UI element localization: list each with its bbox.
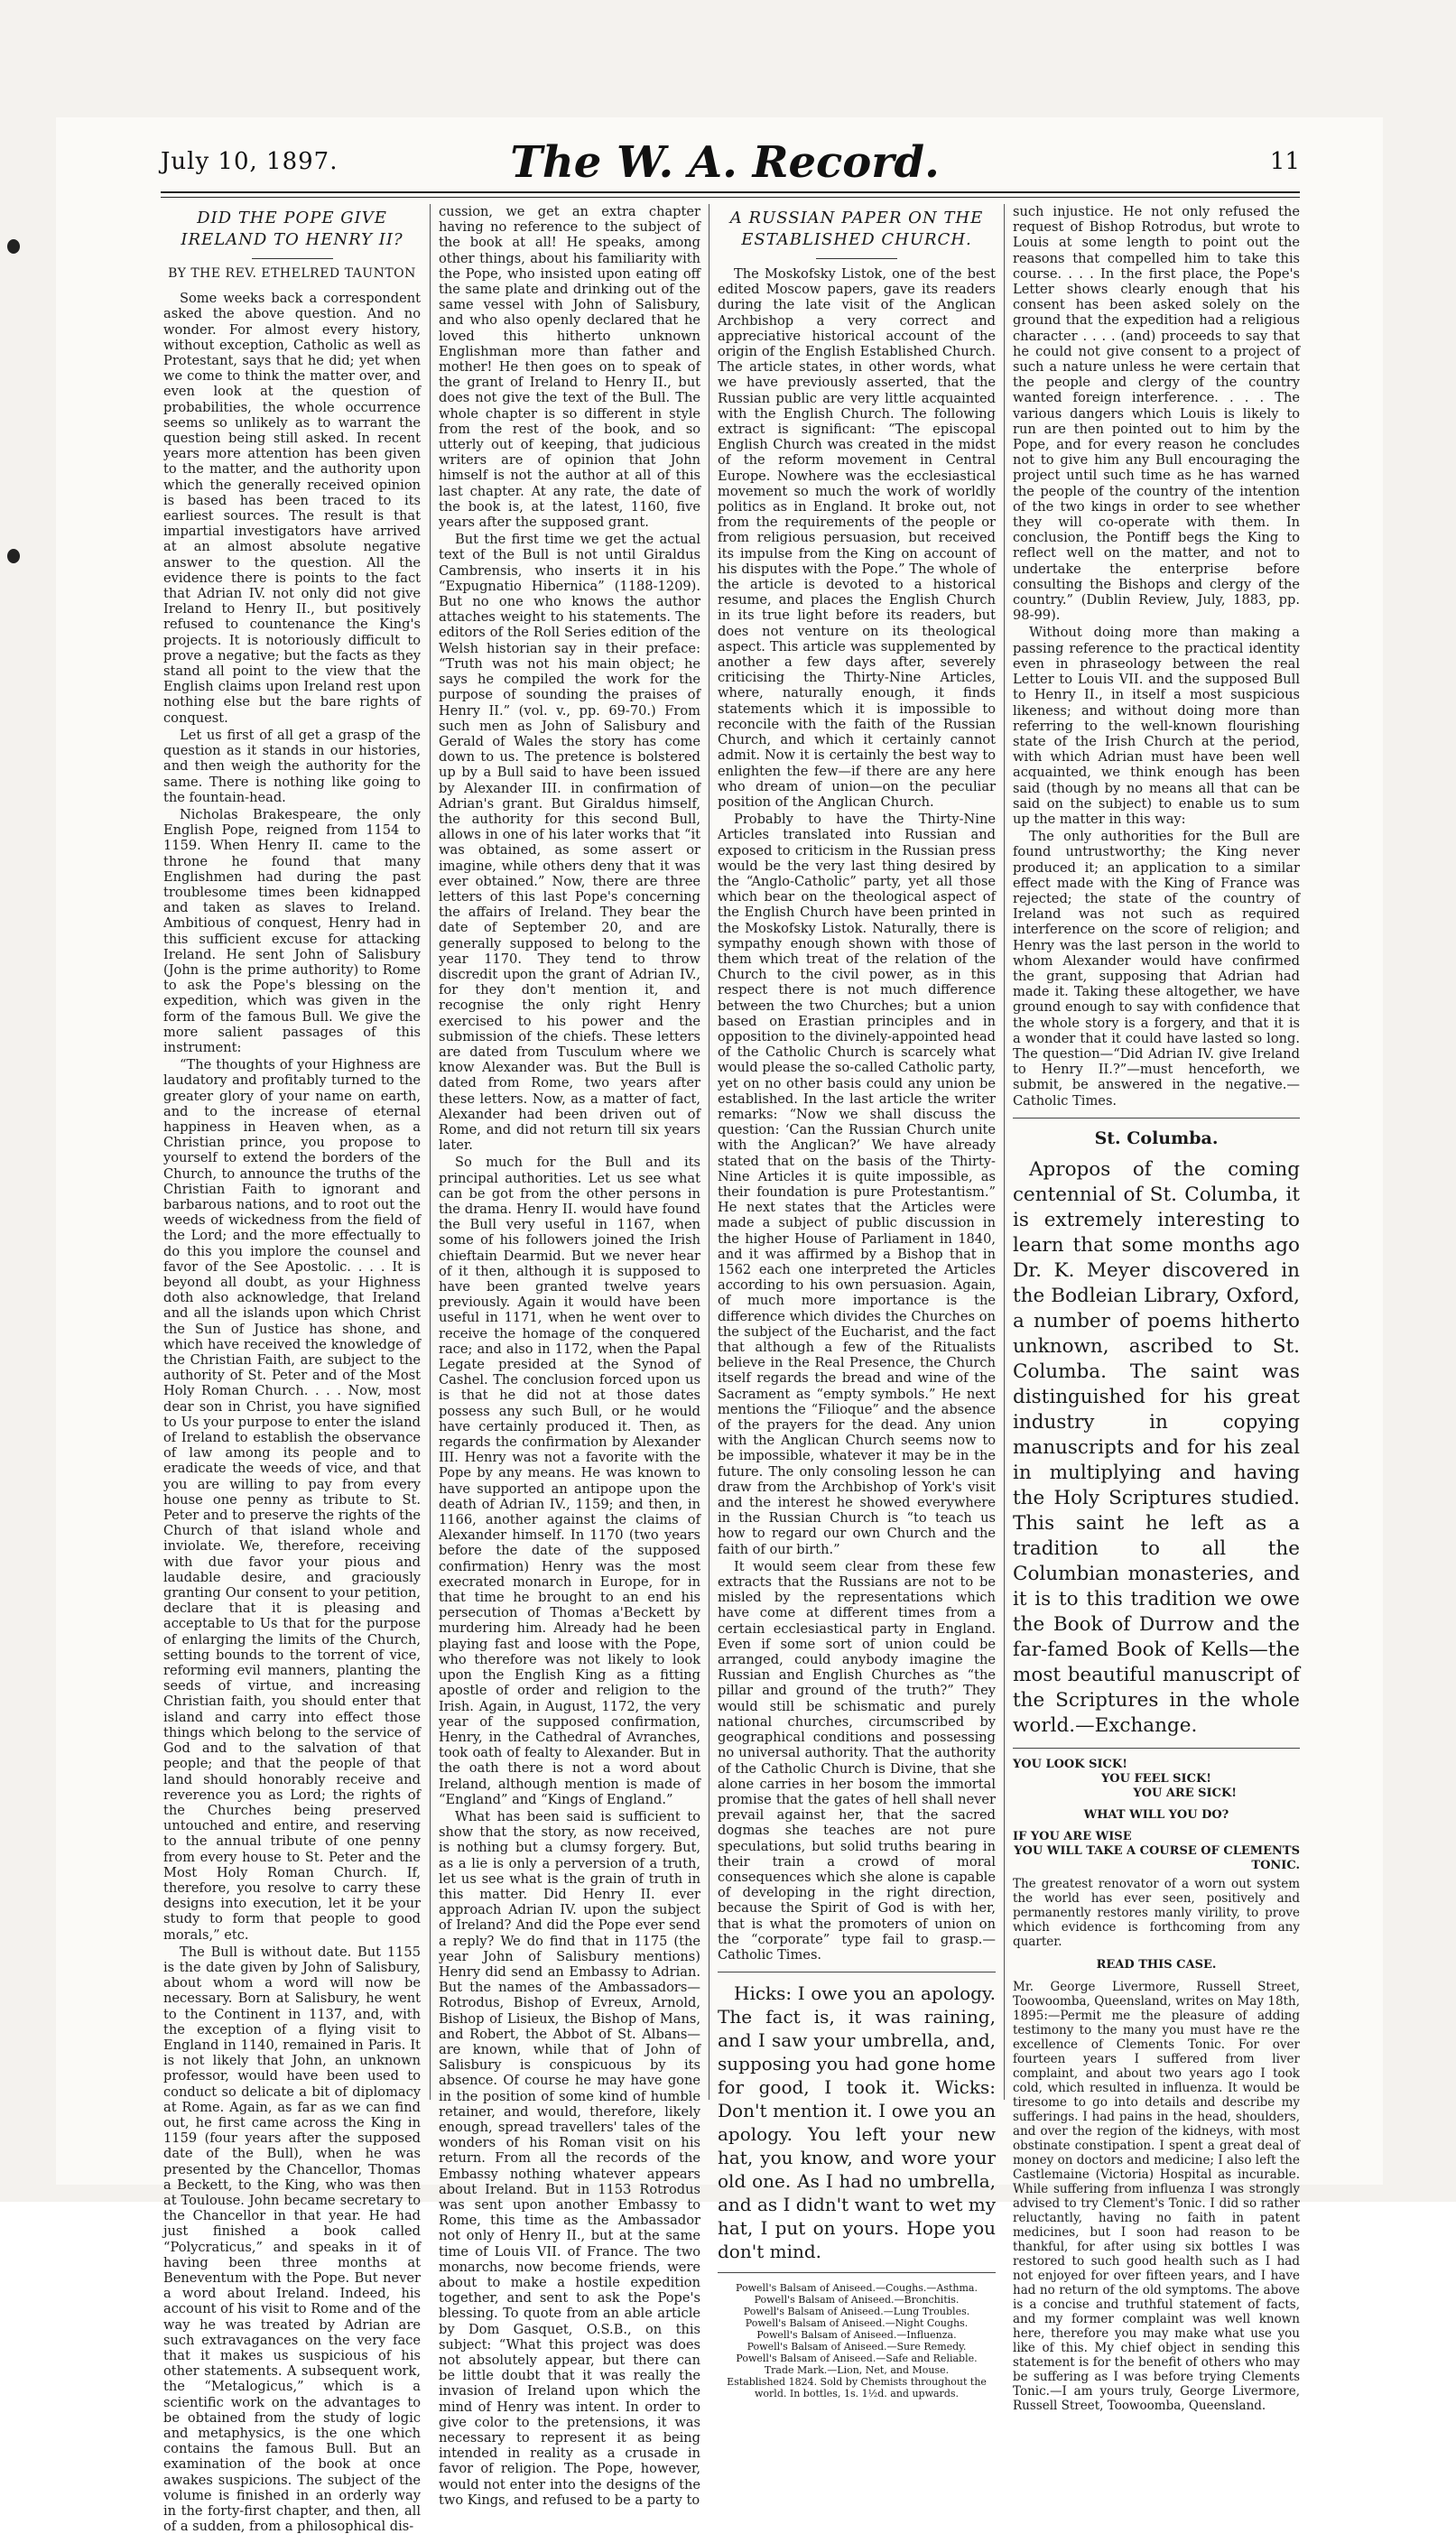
column-divider <box>1004 204 1005 2100</box>
paragraph: Mr. George Livermore, Russell Street, Toowoomba, Queensland, writes on May 18th, 1895:—Permit me the pleasure of adding testimony to the many you must have re the excellence of Clements Tonic. For over fourteen years I suffered from liver complaint, and about two years ago I took cold, which resulted in influenza. It would be tiresome to go into details and describe my sufferings. I had pains in the head, shoulders, and over the region of the kidneys, with most obstinate constipation. I spent a great deal of money on doctors and medicine; I also left the Castlemaine (Victoria) Hospital as incurable. While suffering from influenza I was strongly advised to try Clement's Tonic. I did so rather reluctantly, having no faith in patent medicines, but I soon had reason to be thankful, for after using six bottles I was restored to such good health such as I had not enjoyed for over fifteen years, and I have had no return of the old symptoms. The above is a concise and truthful statement of facts, and my former complaint was well known here, therefore you may make what use you like of this. My chief object in sending this statement is for the benefit of others who may be suffering as I was before trying Clements Tonic.—I am yours truly, George Livermore, Russell Street, Toowoomba, Queensland. <box>1013 1979 1300 2413</box>
ad-line: YOU FEEL SICK! <box>1100 1771 1211 1786</box>
section-divider <box>718 2272 996 2273</box>
paragraph: Apropos of the coming centennial of St. Columba, it is extremely interesting to learn that some months ago Dr. K. Meyer discovered in the Bodleian Library, Oxford, a number of poems hitherto unknown, ascribed to St. Columba. The saint was distinguished for his great industry in copying manuscripts and for his zeal in multiplying and having the Holy Scriptures studied. This saint he left as a tradition to all the Columbian monasteries, and it is to this tradition we owe the Book of Durrow and the far-famed Book of Kells—the most beautiful manuscript of the Scriptures in the whole world.—Exchange. <box>1013 1157 1300 1737</box>
ad-line: IF YOU ARE WISE <box>1013 1829 1132 1843</box>
paragraph: cussion, we get an extra chapter having no reference to the subject of the book at all! He speaks, among other things, about his familiarity with the Pope, who insisted upon eating off the same plate and drinking out of the same vessel with John of Salisbury, and who also openly declared that he loved this hitherto unknown Englishman more than father and mother! He then goes on to speak of the grant of Ireland to Henry II., but does not give the text of the Bull. The whole chapter is so different in style from the rest of the book, and so utterly out of keeping, that judicious writers are of opinion that John himself is not the author at all of this last chapter. At any rate, the date of the book is, at the latest, 1160, five years after the supposed grant. <box>439 204 700 531</box>
paragraph: Nicholas Brakespeare, the only English Pope, reigned from 1154 to 1159. When Henry II. came to the throne he found that many Englishmen had during the past troublesome times been kidnapped and taken as slaves to Ireland. Ambitious of conquest, Henry had in this sufficient excuse for attacking Ireland. He sent John of Salisbury (John is the prime authority) to Rome to ask the Pope's blessing on the expedition, which was given in the form of the famous Bull. We give the more salient passages of this instrument: <box>163 806 421 1055</box>
ad-line: YOU WILL TAKE A COURSE OF CLEMENTS TONIC. <box>1014 1843 1300 1872</box>
paragraph: Let us first of all get a grasp of the question as it stands in our histories, and then weigh the authority for the same. There is nothing like going to the fountain-head. <box>163 727 421 805</box>
paragraph: The Moskofsky Listok, one of the best edited Moscow papers, gave its readers during the late visit of the Anglican Archbishop a very correct and appreciative historical account of the origin of the English Established Church. The article states, in other words, what we have previously asserted, that the Russian public are very little acquainted with the English Church. The following extract is significant: “The episcopal English Church was created in the midst of the reform movement in Central Europe. Nowhere was the ecclesiastical movement so much the work of worldly politics as in England. It broke out, not from the requirements of the people or from religious persuasion, but received its impulse from the King on account of his disputes with the Pope.” The whole of the article is devoted to a historical resume, and places the English Church in its true light before its readers, but does not venture on its theological aspect. This article was supplemented by another a few days after, severely criticising the Thirty-Nine Articles, where, naturally enough, it finds statements which it is impossible to reconcile with the faith of the Russian Church, and which it certainly cannot admit. Now it is certainly the best way to enlighten the few—if there are any here who dream of union—on the peculiar position of the Anglican Church. <box>718 266 996 810</box>
column-2 <box>439 204 700 2508</box>
column-divider <box>430 204 431 2100</box>
ad-line: WHAT WILL YOU DO? <box>1083 1807 1229 1822</box>
newspaper-title: The W. A. Record. <box>510 137 940 188</box>
ad-line: Trade Mark.—Lion, Net, and Mouse. <box>764 2364 950 2377</box>
masthead-rule-thin <box>161 197 1300 198</box>
ad-line: READ THIS CASE. <box>1096 1957 1217 1972</box>
column-1 <box>163 204 421 2534</box>
paragraph: Probably to have the Thirty-Nine Articles translated into Russian and exposed to criticism in the Russian press would be the very last thing desired by the “Anglo-Catholic” party, yet all those which bear on the theological aspect of the English Church have been printed in the Moskofsky Listok. Naturally, there is sympathy enough shown with those of them which treat of the relation of the Church to the civil power, as in this respect there is not much difference between the two Churches; but a union based on Erastian principles and in opposition to the divinely-appointed head of the Catholic Church is scarcely what would please the so-called Catholic party, yet on no other basis could any union be established. In the last article the writer remarks: “Now we shall discuss the question: ‘Can the Russian Church unite with the Anglican?’ We have already stated that on the basis of the Thirty-Nine Articles it is quite impossible, as their foundation is pure Protestantism.” He next states that the Articles were made a subject of public discussion in the higher House of Parliament in 1840, and it was affirmed by a Bishop that in 1562 each one interpreted the Articles according to his own persuasion. Again, of much more importance is the difference which divides the Churches on the subject of the Eucharist, and the fact that although a few of the Ritualists believe in the Real Presence, the Church itself regards the bread and wine of the Sacrament as “empty symbols.” He next mentions the “Filioque” and the absence of the prayers for the dead. Any union with the Anglican Church seems now to be impossible, whatever it may be in the future. The only consoling lesson he can draw from the Archbishop of York's visit and the interest he showed everywhere in the Russian Church is “to teach us how to regard our own Church and the faith of our birth.” <box>718 812 996 1557</box>
ad-line: Powell's Balsam of Aniseed.—Night Coughs. <box>745 2317 969 2330</box>
ad-line: Powell's Balsam of Aniseed.—Coughs.—Asthma. <box>736 2282 978 2295</box>
ad-line: YOU ARE SICK! <box>1133 1786 1237 1800</box>
ornament-rule <box>252 258 333 259</box>
ad-line: Powell's Balsam of Aniseed.—Lung Troubles. <box>743 2306 970 2318</box>
binding-hole <box>7 549 20 563</box>
page-number: 11 <box>1269 148 1300 175</box>
paragraph: The greatest renovator of a worn out system the world has ever seen, positively and permanently restores manly virility, to prove which evidence is forthcoming from any quarter. <box>1013 1876 1300 1949</box>
section-heading: St. Columba. <box>1094 1128 1219 1148</box>
paragraph: The Bull is without date. But 1155 is the date given by John of Salisbury, about whom a word will now be necessary. Born at Salisbury, he went to the Continent in 1137, and, with the exception of a flying visit to England in 1140, remained in Paris. It is not likely that John, an unknown professor, would have been used to conduct so delicate a bit of diplomacy at Rome. Again, as far as we can find out, he first came across the King in 1159 (four years after the supposed date of the Bull), when he was presented by the Chancellor, Thomas a Beckett, to the King, who was then at Toulouse. John became secretary to the Chancellor in that year. He had just finished a book called “Polycraticus,” and speaks in it of having been three months at Beneventum with the Pope. But never a word about Ireland. Indeed, his account of his visit to Rome and of the way he was treated by Adrian are such extravagances on the very face that it makes us suspicious of his other statements. A subsequent work, the “Metalogicus,” which is a scientific work on the advantages to be obtained from the study of logic and metaphysics, is the one which contains the famous Bull. But an examination of the book at once awakes suspicions. The subject of the volume is finished in an orderly way in the forty-first chapter, and then, all of a sudden, from a philosophical dis- <box>163 1944 421 2534</box>
column-3 <box>718 204 996 2400</box>
article-headline: DID THE POPE GIVE IRELAND TO HENRY II? <box>181 209 403 249</box>
issue-date: July 10, 1897. <box>161 148 338 175</box>
article-headline: A RUSSIAN PAPER ON THE ESTABLISHED CHURCH. <box>729 209 984 249</box>
paragraph: What has been said is sufficient to show that the story, as now received, is nothing but a clumsy forgery. But, as a lie is only a perversion of a truth, let us see what is the grain of truth in this matter. Did Henry II. ever approach Adrian IV. upon the subject of Ireland? And did the Pope ever send a reply? We do find that in 1175 (the year John of Salisbury mentions) Henry did send an Embassy to Adrian. But the names of the Ambassadors—Rotrodus, Bishop of Evreux, Arnold, Bishop of Lisieux, the Bishop of Mans, and Robert, the Abbot of St. Albans—are known, while that of John of Salisbury is conspicuous by its absence. Of course he may have gone in the position of some kind of humble retainer, and would, therefore, likely enough, spread travellers' tales of the wonders of his Roman visit on his return. From all the records of the Embassy nothing whatever appears about Ireland. But in 1153 Rotrodus was sent upon another Embassy to Rome, this time as the Ambassador not only of Henry II., but at the same time of Louis VII. of France. The two monarchs, now become friends, were about to make a hostile expedition together, and sent to ask the Pope's blessing. To quote from an able article by Dom Gasquet, O.S.B., on this subject: “What this project was does not absolutely appear, but there can be little doubt that it was really the invasion of Ireland upon which the mind of Henry was intent. In order to give color to the pretensions, it was necessary to represent it as being intended in reality as a crusade in favor of religion. The Pope, however, would not enter into the designs of the two Kings, and refused to be a party to <box>439 1808 700 2508</box>
column-4 <box>1013 204 1300 2413</box>
clements-tonic-ad <box>1013 1758 1300 2413</box>
paragraph: It would seem clear from these few extracts that the Russians are not to be misled by the representations which have come at different times from a certain ecclesiastical party in England. Even if some sort of union could be arranged, could anybody imagine the Russian and English Churches as “the pillar and ground of the truth?” They would still be schismatic and purely national churches, circumscribed by geographical conditions and possessing no universal authority. That the authority of the Catholic Church is Divine, that she alone carries in her bosom the immortal promise that the gates of hell shall never prevail against her, that the sacred dogmas she teaches are not pure speculations, but solid truths bearing in their train a crowd of moral consequences which she alone is capable of developing in the right direction, because the Spirit of God is with her, that is what the promoters of union on the “corporate” type fail to grasp.—Catholic Times. <box>718 1558 996 1963</box>
ad-line: Established 1824. Sold by Chemists throughout the world. In bottles, 1s. 1½d. and upwards. <box>727 2376 987 2400</box>
paragraph: Without doing more than making a passing reference to the practical identity even in phraseology between the real Letter to Louis VII. and the supposed Bull to Henry II., in itself a most suspicious likeness; and without doing more than referring to the well-known flourishing state of the Irish Church at the period, with which Adrian must have been well acquainted, we think enough has been said (though by no means all that can be said on the subject) to enable us to sum up the matter in this way: <box>1013 625 1300 827</box>
masthead-rule <box>161 191 1300 193</box>
paragraph: such injustice. He not only refused the request of Bishop Rotrodus, but wrote to Louis at some length to point out the reasons that compelled him to take this course. . . . In the first place, the Pope's Letter shows clearly enough that his consent has been asked solely on the ground that the expedition had a religious character . . . . (and) proceeds to say that he could not give consent to a project of such a nature unless he were certain that the people and clergy of the country wanted foreign interference. . . . The various dangers which Louis is likely to run are then pointed out to him by the Pope, and for every reason he concludes not to give him any Bull encouraging the project until such time as he has warned the people of the country of the intention of the two kings in order to see whether they will co-operate with them. In conclusion, the Pontiff begs the King to reflect well on the matter, and not to undertake the enterprise before consulting the Bishops and clergy of the country.” (Dublin Review, July, 1883, pp. 98-99). <box>1013 204 1300 624</box>
ornament-rule <box>816 258 897 259</box>
paragraph: Some weeks back a correspondent asked the above question. And no wonder. For almost every history, without exception, Catholic as well as Protestant, says that he did; yet when we come to think the matter over, and even look at the question of probabilities, the whole occurrence seems so unlikely as to warrant the question being still asked. In recent years more attention has been given to the matter, and the authority upon which the generally received opinion is based has been traced to its earliest sources. The result is that impartial investigators have arrived at an almost absolute negative answer to the question. All the evidence there is points to the fact that Adrian IV. not only did not give Ireland to Henry II., but positively refused to countenance the King's projects. It is notoriously difficult to prove a negative; but the facts as they stand all point to the view that the English claims upon Ireland rest upon nothing else but the bare rights of conquest. <box>163 291 421 726</box>
ad-line: YOU LOOK SICK! <box>1013 1757 1127 1771</box>
ad-line: Powell's Balsam of Aniseed.—Influenza. <box>756 2329 957 2342</box>
binding-hole <box>7 239 20 254</box>
paragraph: So much for the Bull and its principal authorities. Let us see what can be got from the other persons in the drama. Henry II. would have found the Bull very useful in 1167, when some of his followers joined the Irish chieftain Dearmid. But we never hear of it then, although it is supposed to have been granted twelve years previously. Again it would have been useful in 1171, when he went over to receive the homage of the conquered race; and also in 1172, when the Papal Legate presided at the Synod of Cashel. The conclusion forced upon us is that he did not at those dates possess any such Bull, or he would have certainly produced it. Then, as regards the confirmation by Alexander III. Henry was not a favorite with the Pope by any means. He was known to have supported an antipope upon the death of Adrian IV., 1159; and then, in 1166, another against the claims of Alexander himself. In 1170 (two years before the date of the supposed confirmation) Henry was the most execrated monarch in Europe, for in that time he brought to an end his persecution of Thomas a'Beckett by murdering him. Already had he been playing fast and loose with the Pope, who therefore was not likely to look upon the English King as a fitting apostle of order and religion to the Irish. Again, in August, 1172, the very year of the supposed confirmation, Henry, in the Cathedral of Avranches, took oath of fealty to Alexander. But in the oath there is not a word about Ireland, although mention is made of “England” and “Kings of England.” <box>439 1155 700 1807</box>
byline: BY THE REV. ETHELRED TAUNTON <box>168 266 416 281</box>
paragraph: “The thoughts of your Highness are laudatory and profitably turned to the greater glory of your name on earth, and to the increase of eternal happiness in Heaven when, as a Christian prince, you propose to yourself to extend the borders of the Church, to announce the truths of the Christian Faith to ignorant and barbarous nations, and to root out the weeds of wickedness from the field of the Lord; and the more effectually to do this you implore the counsel and favor of the See Apostolic. . . . It is beyond all doubt, as your Highness doth also acknowledge, that Ireland and all the islands upon which Christ the Sun of Justice has shone, and which have received the knowledge of the Christian Faith, are subject to the authority of St. Peter and of the Most Holy Roman Church. . . . Now, most dear son in Christ, you have signified to Us your purpose to enter the island of Ireland to establish the observance of law among its people and to eradicate the weeds of vice, and that you are willing to pay from every house one penny as tribute to St. Peter and to preserve the rights of the Church of that island whole and inviolate. We, therefore, receiving with due favor your pious and laudable desire, and graciously granting Our consent to your petition, declare that it is pleasing and acceptable to Us that for the purpose of enlarging the limits of the Church, setting bounds to the torrent of vice, reforming evil manners, planting the seeds of virtue, and increasing Christian faith, you should enter that island and carry into effect those things which belong to the service of God and to the salvation of that people; and that the people of that land should honorably receive and reverence you as Lord; the rights of the Churches being preserved untouched and entire, and reserving to the annual tribute of one penny from every house to St. Peter and the Most Holy Roman Church. If, therefore, you resolve to carry these designs into execution, let it be your study to form that people to good morals,” etc. <box>163 1057 421 1943</box>
masthead <box>161 137 1300 188</box>
balsam-ad <box>718 2282 996 2399</box>
paragraph: The only authorities for the Bull are found untrustworthy; the King never produced it; an application to a similar effect made with the King of France was rejected; the state of the country of Ireland was not such as required interference on the score of religion; and Henry was the last person in the world to whom Alexander would have confirmed the grant, supposing that Adrian had made it. Taking these altogether, we have ground enough to say with confidence that the whole story is a forgery, and that it is a wonder that it could have lasted so long. The question—“Did Adrian IV. give Ireland to Henry II.?”—must henceforth, we submit, be answered in the negative.—Catholic Times. <box>1013 829 1300 1109</box>
ad-line: Powell's Balsam of Aniseed.—Bronchitis. <box>754 2294 960 2307</box>
ad-line: Powell's Balsam of Aniseed.—Sure Remedy. <box>747 2341 967 2353</box>
anecdote: Hicks: I owe you an apology. The fact is, it was raining, and I saw your umbrella, and, supposing you had gone home for good, I took it. Wicks: Don't mention it. I owe you an apology. You left your new hat, you know, and wore your old one. As I had no umbrella, and as I didn't want to wet my hat, I put on yours. Hope you don't mind. <box>718 1982 996 2263</box>
paragraph: But the first time we get the actual text of the Bull is not until Giraldus Cambrensis, who inserts it in his “Expugnatio Hibernica” (1188-1209). But no one who knows the author attaches weight to his statements. The editors of the Roll Series edition of the Welsh historian say in their preface: “Truth was not his main object; he says he compiled the work for the purpose of sounding the praises of Henry II.” (vol. v., pp. 69-70.) From such men as John of Salisbury and Gerald of Wales the story has come down to us. The pretence is bolstered up by a Bull said to have been issued by Alexander III. in confirmation of Adrian's grant. But Giraldus himself, the authority for this second Bull, allows in one of his later works that “it was obtained, as some assert or imagine, while others deny that it was ever obtained.” Now, there are three letters of this last Pope's concerning the affairs of Ireland. They bear the date of September 20, and are generally supposed to belong to the year 1170. They tend to throw discredit upon the grant of Adrian IV., for they don't mention it, and recognise the only right Henry exercised to his power and the submission of the chiefs. These letters are dated from Tusculum where we know Alexander was. But the Bull is dated from Rome, two years after these letters. Now, as a matter of fact, Alexander had been driven out of Rome, and did not return till six years later. <box>439 532 700 1154</box>
section-divider <box>1013 1748 1300 1749</box>
ad-line: Powell's Balsam of Aniseed.—Safe and Reliable. <box>736 2353 978 2365</box>
